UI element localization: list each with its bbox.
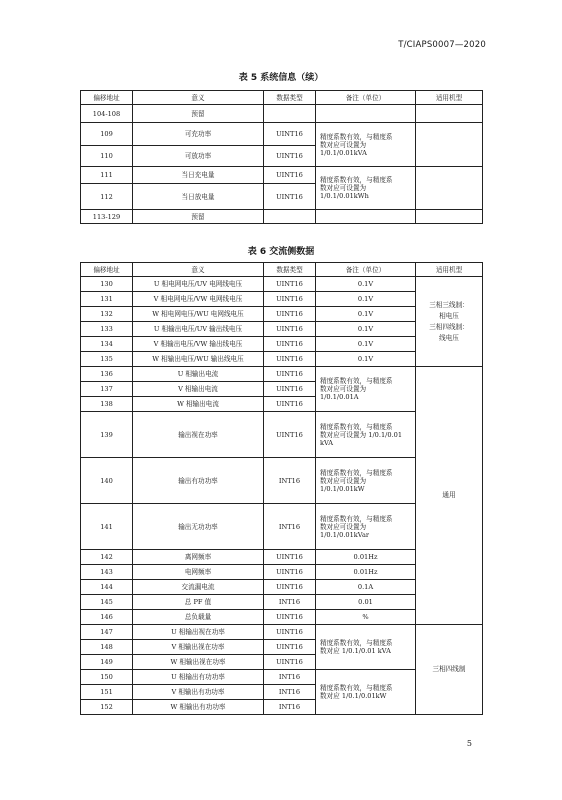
cell-model <box>416 167 483 210</box>
table6-title: 表 6 交流侧数据 <box>247 247 315 257</box>
cell-type: UINT16 <box>264 123 316 146</box>
cell-model <box>416 105 483 123</box>
cell-note: 精度系数有效，与精度系 数对应可设置为 1/0.1/0.01kWh <box>316 167 416 210</box>
cell-note: 精度系数有效，与精度系 数对应 1/0.1/0.01kW <box>316 670 416 715</box>
cell-meaning: 交流漏电流 <box>133 580 264 595</box>
ac-side-data-table <box>80 262 483 715</box>
cell-model: 通用 <box>416 367 483 625</box>
cell-note: % <box>316 610 416 625</box>
table5-title: 表 5 系统信息（续） <box>238 73 324 83</box>
cell-type: UINT16 <box>264 367 316 382</box>
cell-type: INT16 <box>264 504 316 550</box>
cell-type: UINT16 <box>264 640 316 655</box>
cell-note: 0.1V <box>316 277 416 292</box>
cell-address: 137 <box>81 382 133 397</box>
table-row <box>81 625 483 640</box>
column-header: 数据类型 <box>264 263 316 277</box>
cell-type: UINT16 <box>264 184 316 210</box>
cell-meaning: 输出无功功率 <box>133 504 264 550</box>
cell-note: 0.01 <box>316 595 416 610</box>
table-row <box>81 105 483 123</box>
cell-note: 0.1V <box>316 307 416 322</box>
cell-meaning: W 相输出电流 <box>133 397 264 412</box>
cell-type: UINT16 <box>264 307 316 322</box>
cell-address: 145 <box>81 595 133 610</box>
cell-address: 149 <box>81 655 133 670</box>
table-row <box>81 277 483 292</box>
cell-meaning: 电网频率 <box>133 565 264 580</box>
cell-type: UINT16 <box>264 550 316 565</box>
cell-type: UINT16 <box>264 167 316 184</box>
cell-meaning: W 相输出有功功率 <box>133 700 264 715</box>
column-header: 适用机型 <box>416 91 483 105</box>
cell-model: 三相四线制 <box>416 625 483 715</box>
column-header: 备注（单位） <box>316 263 416 277</box>
cell-type: UINT16 <box>264 580 316 595</box>
cell-meaning: V 相输出视在功率 <box>133 640 264 655</box>
cell-type: UINT16 <box>264 412 316 458</box>
cell-address: 139 <box>81 412 133 458</box>
cell-model <box>416 123 483 167</box>
table-header-row <box>81 263 483 277</box>
cell-note: 0.1A <box>316 580 416 595</box>
cell-address: 142 <box>81 550 133 565</box>
cell-note: 精度系数有效，与精度系 数对应可设置为 1/0.1/0.01kVA <box>316 123 416 167</box>
cell-meaning: 总 PF 值 <box>133 595 264 610</box>
cell-meaning: V 相输出有功功率 <box>133 685 264 700</box>
cell-note: 精度系数有效，与精度系 数对应可设置为 1/0.1/0.01A <box>316 367 416 412</box>
cell-note <box>316 210 416 224</box>
cell-type: UINT16 <box>264 655 316 670</box>
cell-note: 0.1V <box>316 292 416 307</box>
cell-meaning: W 相电网电压/WU 电网线电压 <box>133 307 264 322</box>
cell-address: 143 <box>81 565 133 580</box>
cell-type <box>264 105 316 123</box>
table-row <box>81 210 483 224</box>
cell-note: 0.1V <box>316 337 416 352</box>
cell-type: INT16 <box>264 458 316 504</box>
cell-meaning: 输出视在功率 <box>133 412 264 458</box>
cell-meaning: 输出有功功率 <box>133 458 264 504</box>
table-row <box>81 167 483 184</box>
cell-meaning: U 相输出电流 <box>133 367 264 382</box>
cell-address: 144 <box>81 580 133 595</box>
cell-meaning: V 相输出电压/VW 输出线电压 <box>133 337 264 352</box>
cell-meaning: U 相输出视在功率 <box>133 625 264 640</box>
cell-meaning: U 相输出电压/UV 输出线电压 <box>133 322 264 337</box>
cell-type: UINT16 <box>264 292 316 307</box>
cell-address: 132 <box>81 307 133 322</box>
cell-address: 150 <box>81 670 133 685</box>
cell-meaning: 预留 <box>133 210 264 224</box>
cell-meaning: V 相电网电压/VW 电网线电压 <box>133 292 264 307</box>
cell-note: 0.1V <box>316 322 416 337</box>
cell-address: 112 <box>81 184 133 210</box>
table-header-row <box>81 91 483 105</box>
system-info-table <box>80 90 483 224</box>
cell-note: 精度系数有效，与精度系 数对应 1/0.1/0.01 kVA <box>316 625 416 670</box>
cell-type: INT16 <box>264 595 316 610</box>
cell-meaning: 总负载量 <box>133 610 264 625</box>
cell-note: 精度系数有效，与精度系 数对应可设置为 1/0.1/0.01 kVA <box>316 412 416 458</box>
cell-meaning: W 相输出电压/WU 输出线电压 <box>133 352 264 367</box>
column-header: 意义 <box>133 91 264 105</box>
cell-address: 133 <box>81 322 133 337</box>
cell-note: 精度系数有效，与精度系 数对应可设置为 1/0.1/0.01kW <box>316 458 416 504</box>
cell-meaning: U 相输出有功功率 <box>133 670 264 685</box>
cell-note <box>316 105 416 123</box>
column-header: 意义 <box>133 263 264 277</box>
column-header: 适用机型 <box>416 263 483 277</box>
cell-meaning: 当日充电量 <box>133 167 264 184</box>
table-row <box>81 123 483 146</box>
cell-note: 0.01Hz <box>316 565 416 580</box>
cell-meaning: 当日放电量 <box>133 184 264 210</box>
cell-model: 三相三线制： 相电压 三相四线制： 线电压 <box>416 277 483 367</box>
cell-address: 109 <box>81 123 133 146</box>
cell-address: 130 <box>81 277 133 292</box>
column-header: 偏移地址 <box>81 91 133 105</box>
page-number: 5 <box>466 739 472 748</box>
cell-meaning: 预留 <box>133 105 264 123</box>
cell-type: UINT16 <box>264 277 316 292</box>
cell-note: 精度系数有效，与精度系 数对应可设置为 1/0.1/0.01kVar <box>316 504 416 550</box>
cell-type: UINT16 <box>264 382 316 397</box>
column-header: 偏移地址 <box>81 263 133 277</box>
cell-address: 104-108 <box>81 105 133 123</box>
column-header: 数据类型 <box>264 91 316 105</box>
cell-address: 151 <box>81 685 133 700</box>
cell-meaning: V 相输出电流 <box>133 382 264 397</box>
cell-address: 152 <box>81 700 133 715</box>
cell-address: 138 <box>81 397 133 412</box>
cell-address: 136 <box>81 367 133 382</box>
cell-address: 113-129 <box>81 210 133 224</box>
cell-type: UINT16 <box>264 322 316 337</box>
cell-meaning: 可充功率 <box>133 123 264 146</box>
cell-address: 140 <box>81 458 133 504</box>
cell-type: UINT16 <box>264 352 316 367</box>
table-row <box>81 367 483 382</box>
cell-address: 110 <box>81 146 133 167</box>
cell-address: 135 <box>81 352 133 367</box>
cell-meaning: 可放功率 <box>133 146 264 167</box>
cell-address: 147 <box>81 625 133 640</box>
cell-address: 146 <box>81 610 133 625</box>
cell-model <box>416 210 483 224</box>
cell-note: 0.1V <box>316 352 416 367</box>
cell-address: 131 <box>81 292 133 307</box>
cell-type <box>264 210 316 224</box>
document-code: T/CIAPS0007—2020 <box>398 40 486 50</box>
cell-address: 111 <box>81 167 133 184</box>
cell-address: 148 <box>81 640 133 655</box>
cell-address: 134 <box>81 337 133 352</box>
cell-meaning: U 相电网电压/UV 电网线电压 <box>133 277 264 292</box>
cell-type: UINT16 <box>264 625 316 640</box>
cell-type: INT16 <box>264 670 316 685</box>
cell-meaning: 离网频率 <box>133 550 264 565</box>
cell-type: INT16 <box>264 700 316 715</box>
cell-type: UINT16 <box>264 146 316 167</box>
cell-type: UINT16 <box>264 610 316 625</box>
cell-address: 141 <box>81 504 133 550</box>
cell-note: 0.01Hz <box>316 550 416 565</box>
cell-type: UINT16 <box>264 565 316 580</box>
cell-type: UINT16 <box>264 397 316 412</box>
column-header: 备注（单位） <box>316 91 416 105</box>
cell-meaning: W 相输出视在功率 <box>133 655 264 670</box>
cell-type: INT16 <box>264 685 316 700</box>
cell-type: UINT16 <box>264 337 316 352</box>
